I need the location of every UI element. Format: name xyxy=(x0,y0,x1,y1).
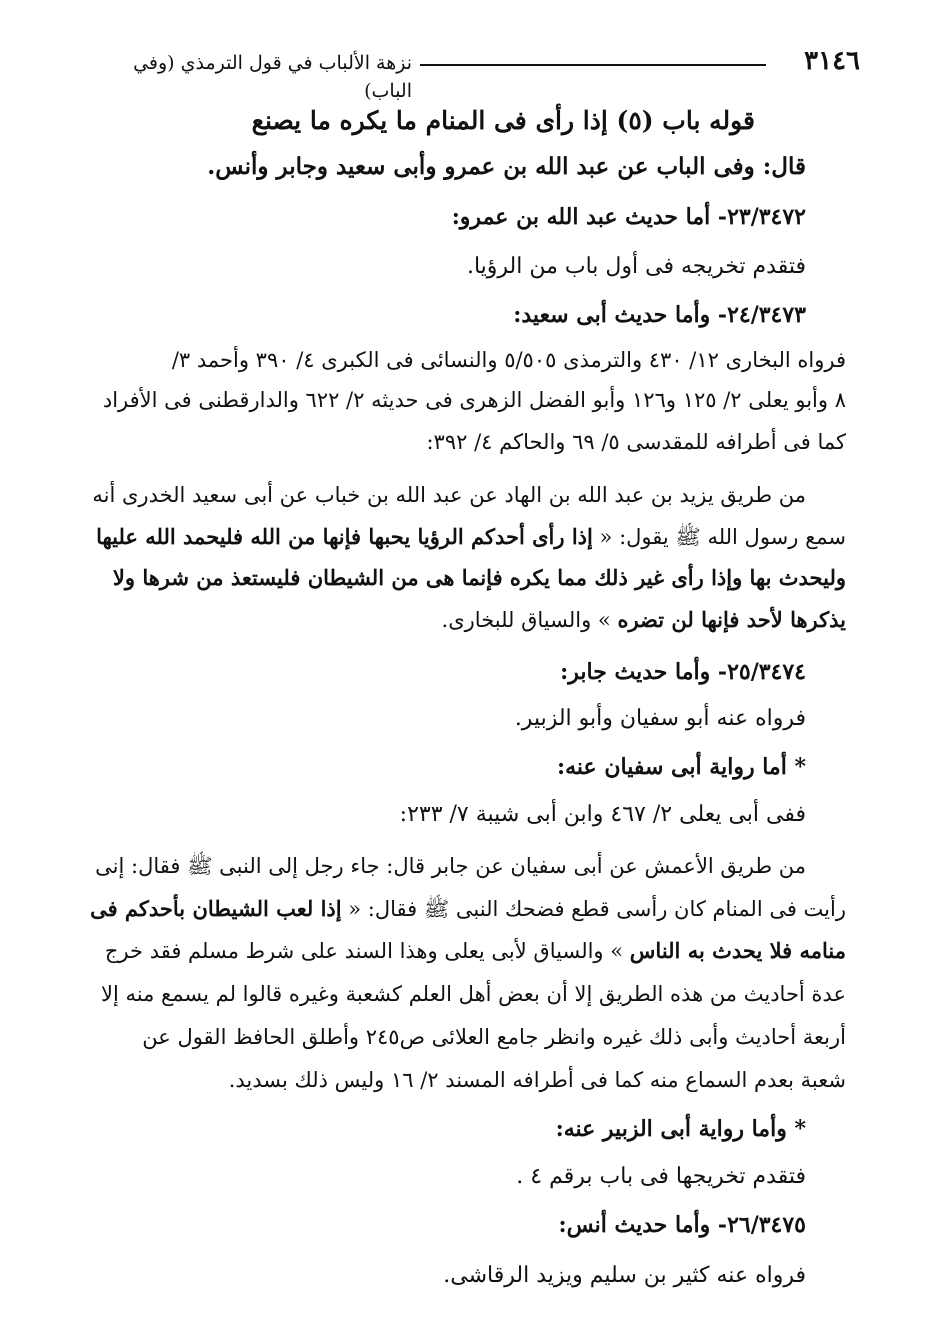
paragraph-line: فرواه عنه كثير بن سليم ويزيد الرقاشى. xyxy=(443,1263,806,1288)
paragraph-line: من طريق يزيد بن عبد الله بن الهاد عن عبد الله بن خباب عن أبى سعيد الخدرى أنه xyxy=(92,483,806,507)
subheading: * أما رواية أبى سفيان عنه: xyxy=(557,754,806,780)
paragraph-line: من طريق الأعمش عن أبى سفيان عن جابر قال: جاء رجل إلى النبى ﷺ فقال: إنى xyxy=(95,854,806,878)
paragraph-text: » والسياق لأبى يعلى وهذا السند على شرط مسلم فقد خرج xyxy=(104,939,630,963)
paragraph-line xyxy=(90,892,846,926)
paragraph-line xyxy=(442,603,846,637)
paragraph-line xyxy=(105,934,846,968)
hadith-text: يذكرها لأحد فإنها لن تضره xyxy=(617,607,846,632)
hadith-heading-3474: ٢٥/٣٤٧٤- وأما حديث جابر: xyxy=(560,659,806,685)
hadith-heading-3472: ٢٣/٣٤٧٢- أما حديث عبد الله بن عمرو: xyxy=(451,204,806,230)
hadith-heading-3475: ٢٦/٣٤٧٥- وأما حديث أنس: xyxy=(558,1212,806,1238)
paragraph-text: رأيت فى المنام كان رأسى قطع فضحك النبى ﷺ فقال: « xyxy=(341,897,846,921)
paragraph-line: فتقدم تخريجه فى أول باب من الرؤيا. xyxy=(466,254,806,279)
hadith-text: إذا لعب الشيطان بأحدكم فى xyxy=(90,896,342,921)
page-number: ٣١٤٦ xyxy=(804,46,860,76)
paragraph-line: فتقدم تخريجها فى باب برقم ٤ . xyxy=(516,1164,806,1189)
paragraph-line: ٨ وأبو يعلى ٢/ ١٢٥ و١٢٦ وأبو الفضل الزهرى فى حديثه ٢/ ٦٢٢ والدارقطنى فى الأفراد xyxy=(102,388,846,412)
hadith-text: وليحدث بها وإذا رأى غير ذلك مما يكره فإنما هى من الشيطان فليستعذ من شرها ولا xyxy=(112,565,846,590)
hadith-text: إذا رأى أحدكم الرؤيا يحبها فإنها من الله فليحمد الله عليها xyxy=(96,524,593,549)
paragraph-line: فرواه البخارى ١٢/ ٤٣٠ والترمذى ٥/٥٠٥ والنسائى فى الكبرى ٤/ ٣٩٠ وأحمد ٣/ xyxy=(171,348,846,372)
hadith-text: منامه فلا يحدث به الناس xyxy=(629,938,846,963)
intro-line: قال: وفى الباب عن عبد الله بن عمرو وأبى سعيد وجابر وأنس. xyxy=(207,153,806,180)
paragraph-line: فرواه عنه أبو سفيان وأبو الزبير. xyxy=(514,706,806,731)
running-title: نزهة الألباب في قول الترمذي (وفي الباب) xyxy=(133,52,412,102)
hadith-heading-3473: ٢٤/٣٤٧٣- وأما حديث أبى سعيد: xyxy=(513,302,806,328)
paragraph-line: شعبة بعدم السماع منه كما فى أطرافه المسند ٢/ ١٦ وليس ذلك بسديد. xyxy=(228,1068,846,1092)
paragraph-text: سمع رسول الله ﷺ يقول: « xyxy=(592,525,846,549)
subheading: * وأما رواية أبى الزبير عنه: xyxy=(555,1116,806,1142)
paragraph-line: كما فى أطرافه للمقدسى ٥/ ٦٩ والحاكم ٤/ ٣٩٢: xyxy=(426,430,846,454)
paragraph-line xyxy=(96,520,846,554)
chapter-heading: قوله باب (٥) إذا رأى فى المنام ما يكره ما يصنع xyxy=(251,106,755,135)
paragraph-text: » والسياق للبخارى. xyxy=(441,608,618,632)
paragraph-line: أربعة أحاديث وأبى ذلك غيره وانظر جامع العلائى ص٢٤٥ وأطلق الحافظ القول عن xyxy=(142,1025,846,1049)
paragraph-line: ففى أبى يعلى ٢/ ٤٦٧ وابن أبى شيبة ٧/ ٢٣٣: xyxy=(399,802,806,827)
header-rule xyxy=(420,64,766,66)
paragraph-line: عدة أحاديث من هذه الطريق إلا أن بعض أهل العلم كشعبة وغيره قالوا لم يسمع منه إلا xyxy=(101,982,846,1006)
